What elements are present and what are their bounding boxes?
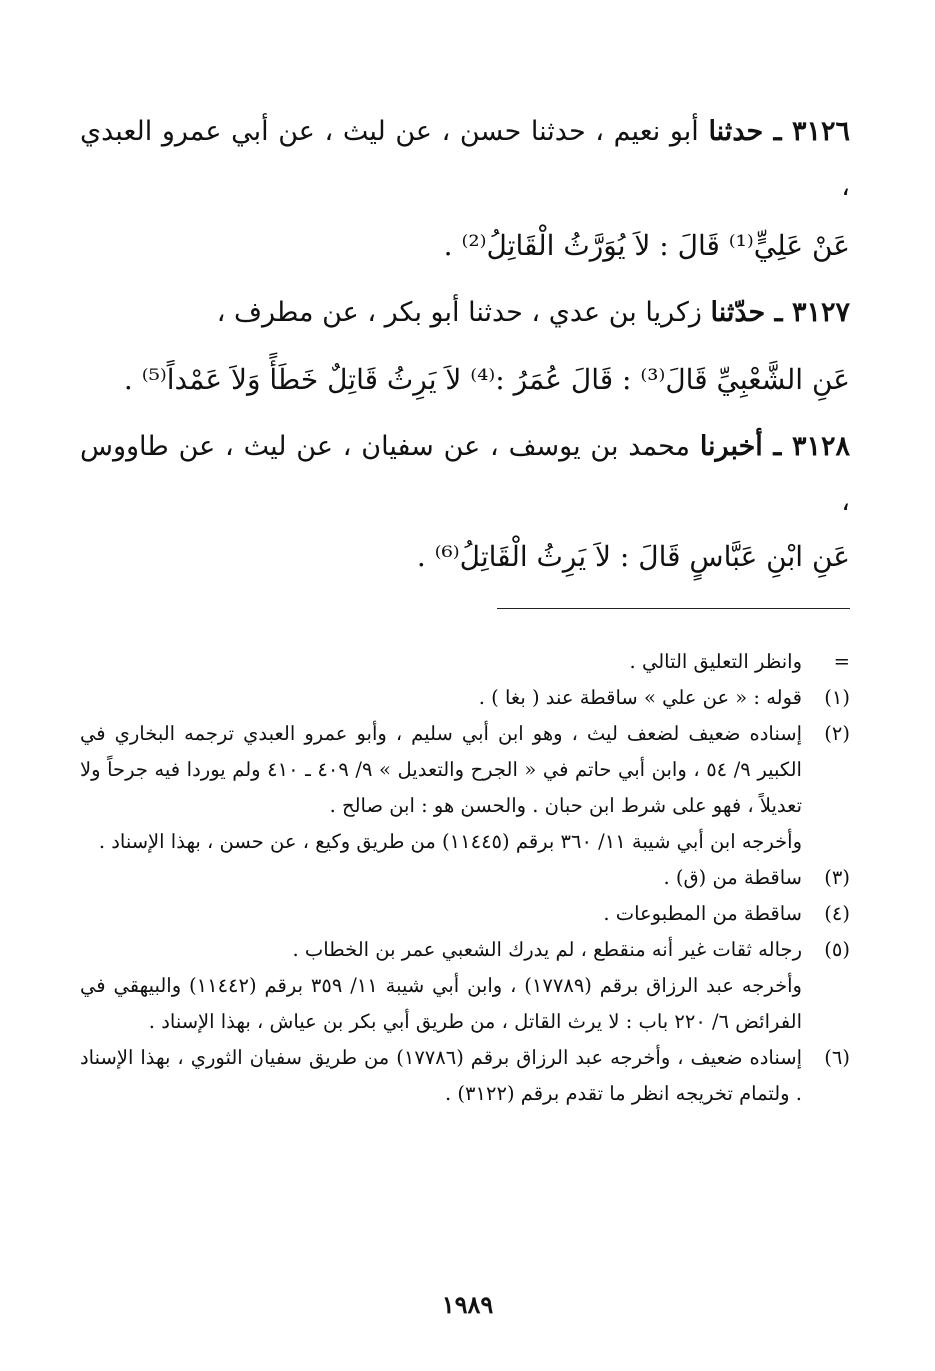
footnote-continuation: [80, 644, 850, 680]
hadith-3128-chain: ٣١٢٨ ـ أخبرنا محمد بن يوسف ، عن سفيان ، عن ليث ، عن طاووس ،: [80, 431, 850, 517]
footnote-2: [80, 716, 850, 860]
hadith-isnad: زكريا بن عدي ، حدثنا أبو بكر ، عن مطرف ،: [216, 297, 702, 328]
hadith-number: ٣١٢٧: [791, 297, 850, 328]
footnote-text: وانظر التعليق التالي .: [629, 650, 802, 673]
hadith-3126-chain: ٣١٢٦ ـ حدثنا أبو نعيم ، حدثنا حسن ، عن ليث ، عن أبي عمرو العبدي ،: [80, 116, 850, 202]
hadith-number: ٣١٢٦: [791, 116, 850, 147]
hadith-lead-word: حدثنا: [708, 116, 764, 147]
footnote-6: [80, 1040, 850, 1112]
footnote-mark: (٦): [824, 1046, 850, 1069]
footnote-3: [80, 860, 850, 896]
hadith-isnad: محمد بن يوسف ، عن سفيان ، عن ليث ، عن طاووس ،: [80, 431, 850, 517]
footnote-mark: =: [833, 650, 850, 673]
hadith-lead-word: حدّثنا: [710, 297, 766, 328]
footnote-text-continued: وأخرجه عبد الرزاق برقم (١٧٧٨٩) ، وابن أبي شيبة ١١/ ٣٥٩ برقم (١١٤٤٢) والبيهقي في الفرائض ٦/ ٢٢٠ باب : لا يرث القاتل ، من طريق أبي بكر بن عياش ، بهذا الإسناد .: [80, 974, 802, 1033]
page-number: ١٩٨٩: [441, 1290, 494, 1319]
hadith-lead-word: أخبرنا: [699, 431, 763, 462]
hadith-3127-chain: ٣١٢٧ ـ حدّثنا زكريا بن عدي ، حدثنا أبو بكر ، عن مطرف ،: [216, 297, 850, 328]
footnote-mark: (١): [824, 686, 850, 709]
footnote-text: ساقطة من المطبوعات .: [603, 902, 802, 925]
hadith-isnad: أبو نعيم ، حدثنا حسن ، عن ليث ، عن أبي عمرو العبدي ،: [80, 116, 850, 202]
hadith-3126-matn: عَنْ عَلِيٍّ⁽¹⁾ قَالَ : لاَ يُوَرَّثُ الْقَاتِلُ⁽²⁾ .: [443, 229, 850, 262]
footnote-1: [80, 680, 850, 716]
footnote-text: قوله : « عن علي » ساقطة عند ( بغا ) .: [478, 686, 802, 709]
footnote-text: ساقطة من (ق) .: [663, 866, 802, 889]
footnote-divider: [497, 608, 850, 609]
hadith-3127-matn: عَنِ الشَّعْبِيِّ قَالَ⁽³⁾ : قَالَ عُمَرُ :⁽⁴⁾ لاَ يَرِثُ قَاتِلٌ خَطَأً وَلاَ عَمْداً⁽⁵⁾ .: [123, 363, 850, 396]
hadith-number: ٣١٢٨: [791, 431, 850, 462]
footnote-mark: (٥): [824, 938, 850, 961]
footnotes: [80, 644, 850, 1112]
footnote-mark: (٤): [824, 902, 850, 925]
footnote-text: إسناده ضعيف ، وأخرجه عبد الرزاق برقم (١٧٧٨٦) من طريق سفيان الثوري ، بهذا الإسناد . ولتمام تخريجه انظر ما تقدم برقم (٣١٢٢) .: [80, 1046, 802, 1105]
hadith-section: [80, 104, 850, 584]
hadith-3128-matn: عَنِ ابْنِ عَبَّاسٍ قَالَ : لاَ يَرِثُ الْقَاتِلُ⁽⁶⁾ .: [416, 540, 850, 573]
footnote-mark: (٢): [824, 722, 850, 745]
footnote-text-continued: وأخرجه ابن أبي شيبة ١١/ ٣٦٠ برقم (١١٤٤٥) من طريق وكيع ، عن حسن ، بهذا الإسناد .: [98, 830, 802, 853]
footnote-text: رجاله ثقات غير أنه منقطع ، لم يدرك الشعبي عمر بن الخطاب .: [292, 938, 802, 961]
footnote-mark: (٣): [824, 866, 850, 889]
footnote-4: [80, 896, 850, 932]
footnote-5: [80, 932, 850, 1040]
footnote-text: إسناده ضعيف لضعف ليث ، وهو ابن أبي سليم ، وأبو عمرو العبدي ترجمه البخاري في الكبير ٩/ ٥٤ ، وابن أبي حاتم في « الجرح والتعديل » ٩/ ٤٠٩ ـ ٤١٠ ولم يوردا فيه جرحاً ولا تعديلاً ، فهو على شرط ابن حبان . والحسن هو : ابن صالح .: [80, 722, 802, 817]
